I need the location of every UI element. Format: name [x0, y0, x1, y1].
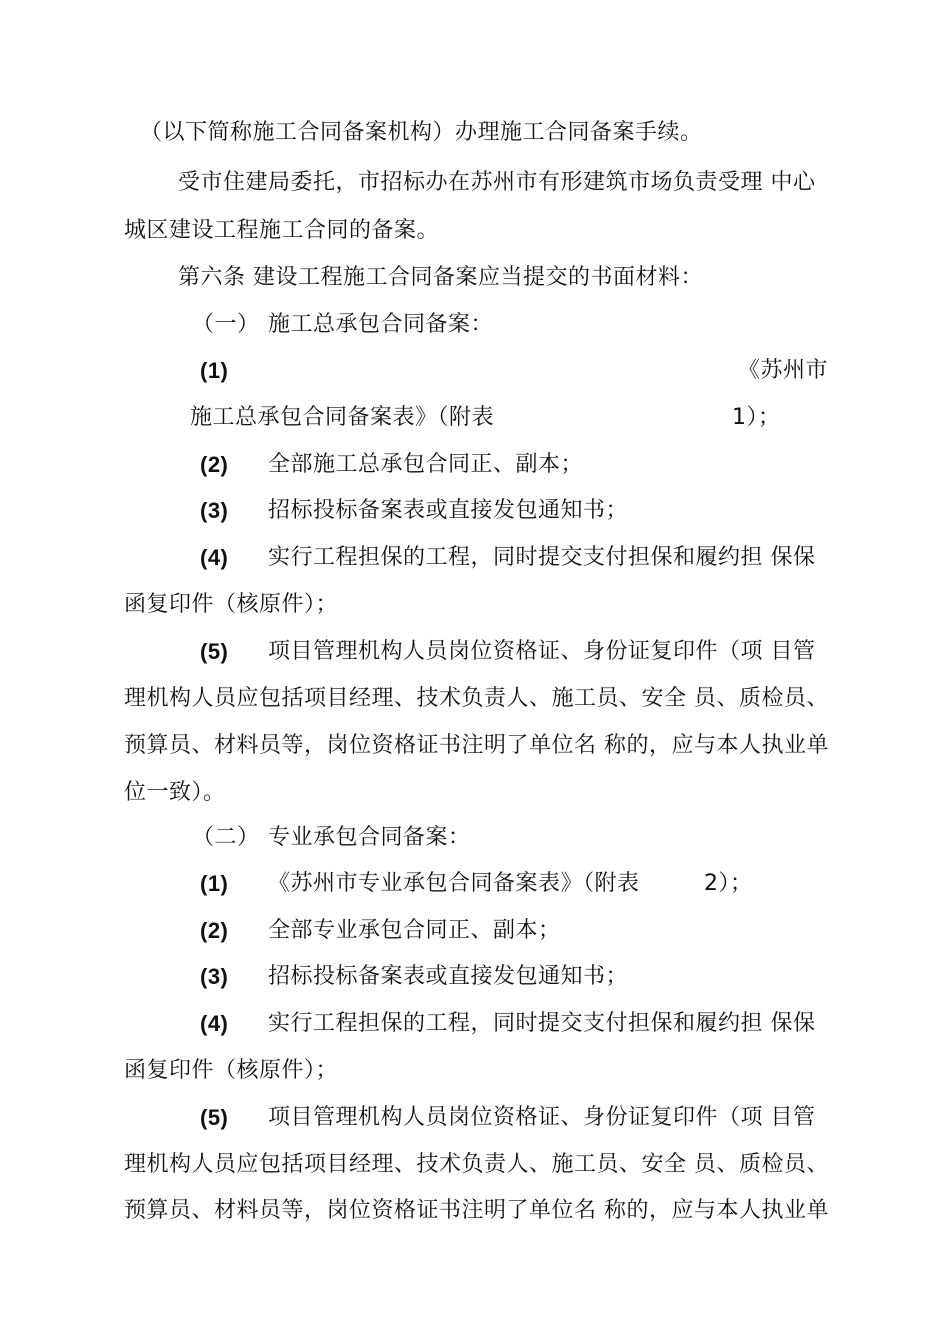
item-text: 实行工程担保的工程，同时提交支付担保和履约担 保保: [268, 1011, 816, 1036]
item-number: (5): [200, 639, 229, 664]
paragraph-line: （以下简称施工合同备案机构）办理施工合同备案手续。: [140, 120, 703, 145]
item-number: (1): [200, 871, 229, 896]
item-text: 函复印件（核原件）；: [124, 592, 339, 617]
item-text: 实行工程担保的工程，同时提交支付担保和履约担 保保: [268, 545, 816, 570]
item-text: 理机构人员应包括项目经理、技术负责人、施工员、安全 员、质检员、: [124, 686, 829, 711]
item-number: (3): [200, 964, 229, 989]
item-text: 预算员、材料员等，岗位资格证书注明了单位名 称的，应与本人执业单: [124, 1198, 829, 1223]
item-text: 项目管理机构人员岗位资格证、身份证复印件（项 目管: [268, 639, 816, 664]
section-number: （一）: [192, 312, 260, 337]
item-text: 预算员、材料员等，岗位资格证书注明了单位名 称的，应与本人执业单: [124, 733, 829, 758]
section-heading: 施工总承包合同备案：: [268, 312, 494, 337]
item-number: (1): [200, 358, 229, 383]
section-heading: 专业承包合同备案：: [268, 825, 471, 850]
item-text: 《苏州市专业承包合同备案表》（附表: [268, 871, 640, 896]
item-text: 2）；: [704, 871, 753, 896]
item-number: (2): [200, 452, 229, 477]
item-number: (4): [200, 545, 229, 570]
item-text: 1）；: [732, 405, 781, 430]
item-number: (2): [200, 918, 229, 943]
article-heading: 第六条 建设工程施工合同备案应当提交的书面材料：: [178, 265, 703, 290]
item-text: 招标投标备案表或直接发包通知书；: [268, 964, 629, 989]
item-text: 全部施工总承包合同正、副本；: [268, 452, 584, 477]
item-text: 全部专业承包合同正、副本；: [268, 918, 561, 943]
item-text: 函复印件（核原件）；: [124, 1058, 339, 1083]
item-number: (3): [200, 498, 229, 523]
section-number: （二）: [192, 825, 260, 850]
item-text: 《苏州市: [738, 358, 829, 383]
item-number: (5): [200, 1105, 229, 1130]
item-text: 理机构人员应包括项目经理、技术负责人、施工员、安全 员、质检员、: [124, 1152, 829, 1177]
item-text: 施工总承包合同备案表》（附表: [190, 405, 495, 430]
paragraph-line: 受市住建局委托，市招标办在苏州市有形建筑市场负责受理 中心: [178, 170, 816, 195]
item-text: 招标投标备案表或直接发包通知书；: [268, 498, 629, 523]
paragraph-line: 城区建设工程施工合同的备案。: [124, 218, 440, 243]
item-number: (4): [200, 1011, 229, 1036]
item-text: 位一致）。: [124, 780, 226, 805]
item-text: 项目管理机构人员岗位资格证、身份证复印件（项 目管: [268, 1105, 816, 1130]
